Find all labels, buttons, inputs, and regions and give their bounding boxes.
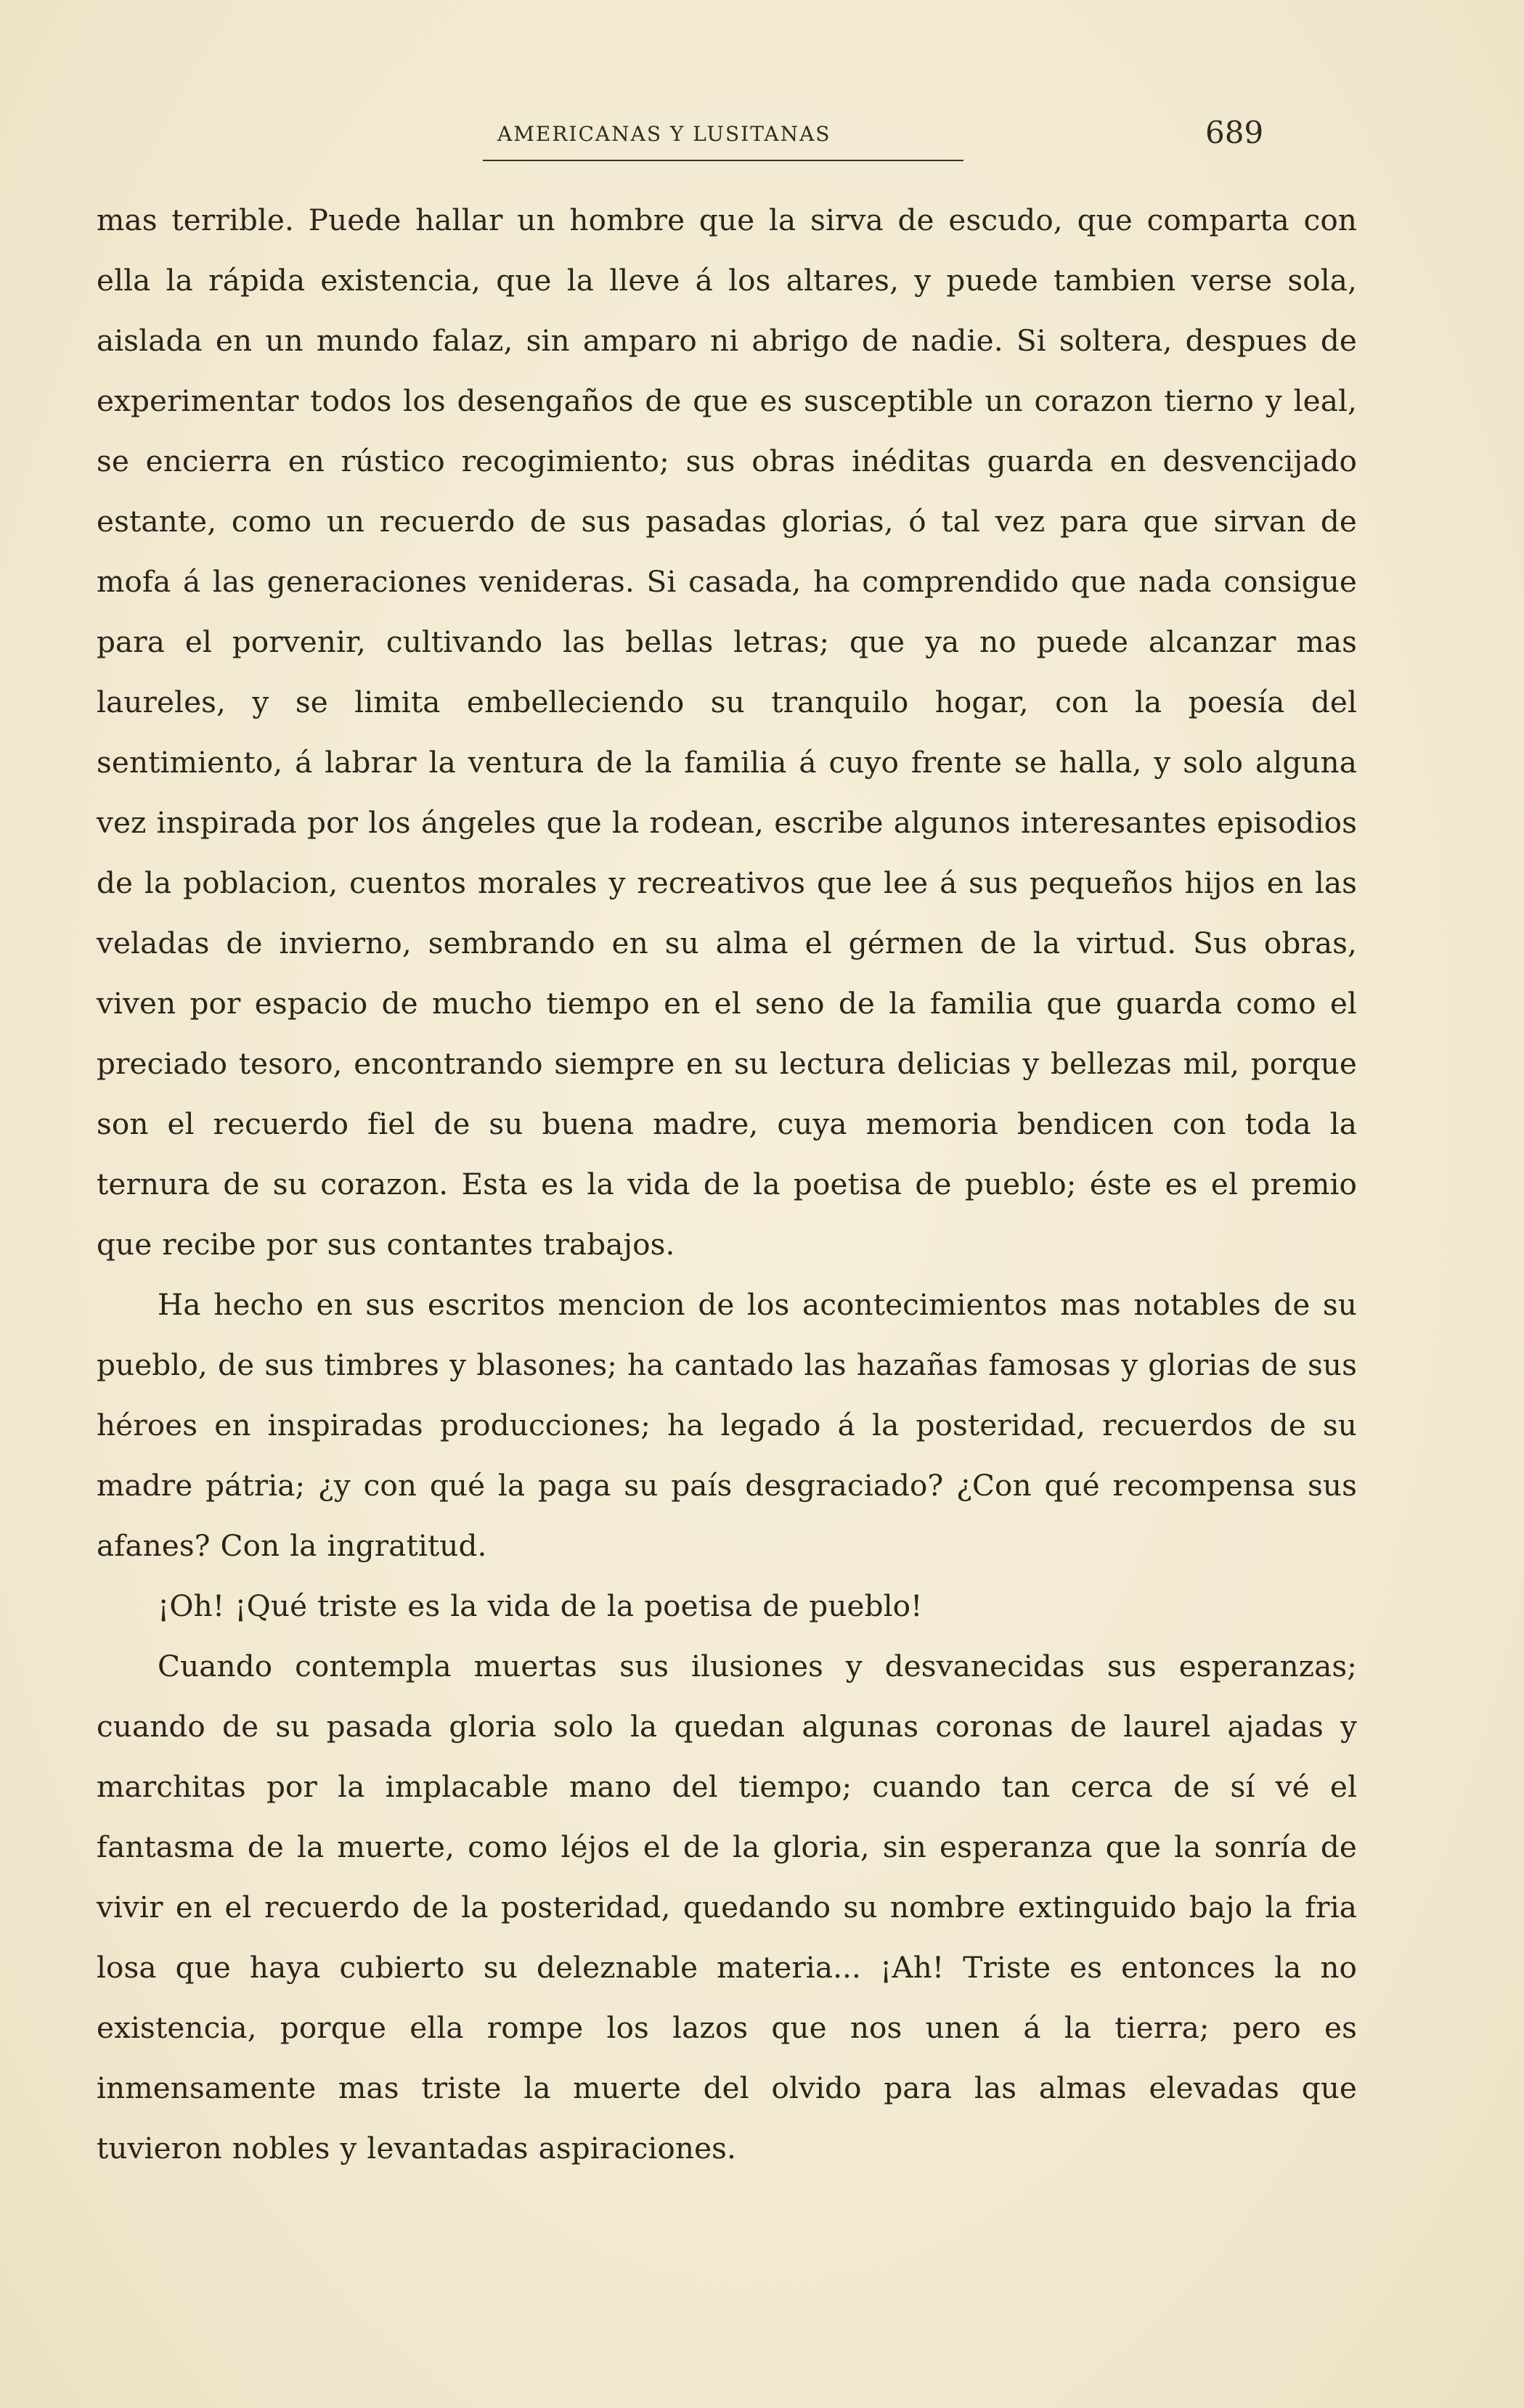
- paragraph: mas terrible. Puede hallar un hombre que la sirva de escudo, que comparta con ella la rápida existencia, que la lleve á los altares, y puede tambien verse sola, aislada en un mundo falaz, sin amparo ni abrigo de nadie. Si soltera, despues de experimentar todos los desengaños de que es susceptible un corazon tierno y leal, se encierra en rústico recogimiento; sus obras inéditas guarda en desvencijado estante, como un recuerdo de sus pasadas glorias, ó tal vez para que sirvan de mofa á las generaciones venideras. Si casada, ha comprendido que nada consigue para el porvenir, cultivando las bellas letras; que ya no puede alcanzar mas laureles, y se limita embelleciendo su tranquilo hogar, con la poesía del sentimiento, á labrar la ventura de la familia á cuyo frente se halla, y solo alguna vez inspirada por los ángeles que la rodean, escribe algunos interesantes episodios de la poblacion, cuentos morales y recreativos que lee á sus pequeños hijos en las veladas de invierno, sembrando en su alma el gérmen de la virtud. Sus obras, viven por espacio de mucho tiempo en el seno de la familia que guarda como el preciado tesoro, encontrando siempre en su lectura delicias y bellezas mil, porque son el recuerdo fiel de su buena madre, cuya memoria bendicen con toda la ternura de su corazon. Esta es la vida de la poetisa de pueblo; éste es el premio que recibe por sus contantes trabajos.: [97, 203, 1357, 1262]
- paragraph: Ha hecho en sus escritos mencion de los acontecimientos mas notables de su pueblo, de sus timbres y blasones; ha cantado las hazañas famosas y glorias de sus héroes en inspiradas producciones; ha legado á la posteridad, recuerdos de su madre pátria; ¿y con qué la paga su país desgraciado? ¿Con qué recompensa sus afanes? Con la ingratitud.: [97, 1287, 1357, 1563]
- body-text: [97, 190, 1357, 2179]
- page-number: 689: [1205, 115, 1264, 150]
- paragraph: ¡Oh! ¡Qué triste es la vida de la poetisa de pueblo!: [158, 1588, 923, 1623]
- running-head: AMERICANAS Y LUSITANAS: [497, 122, 831, 146]
- page-header: [0, 115, 1524, 158]
- paragraph: Cuando contempla muertas sus ilusiones y desvanecidas sus esperanzas; cuando de su pasada gloria solo la quedan algunas coronas de laurel ajadas y marchitas por la implacable mano del tiempo; cuando tan cerca de sí vé el fantasma de la muerte, como léjos el de la gloria, sin esperanza que la sonría de vivir en el recuerdo de la posteridad, quedando su nombre extinguido bajo la fria losa que haya cubierto su deleznable materia... ¡Ah! Triste es entonces la no existencia, porque ella rompe los lazos que nos unen á la tierra; pero es inmensamente mas triste la muerte del olvido para las almas elevadas que tuvieron nobles y levantadas aspiraciones.: [97, 1649, 1357, 2166]
- header-rule: [483, 160, 963, 161]
